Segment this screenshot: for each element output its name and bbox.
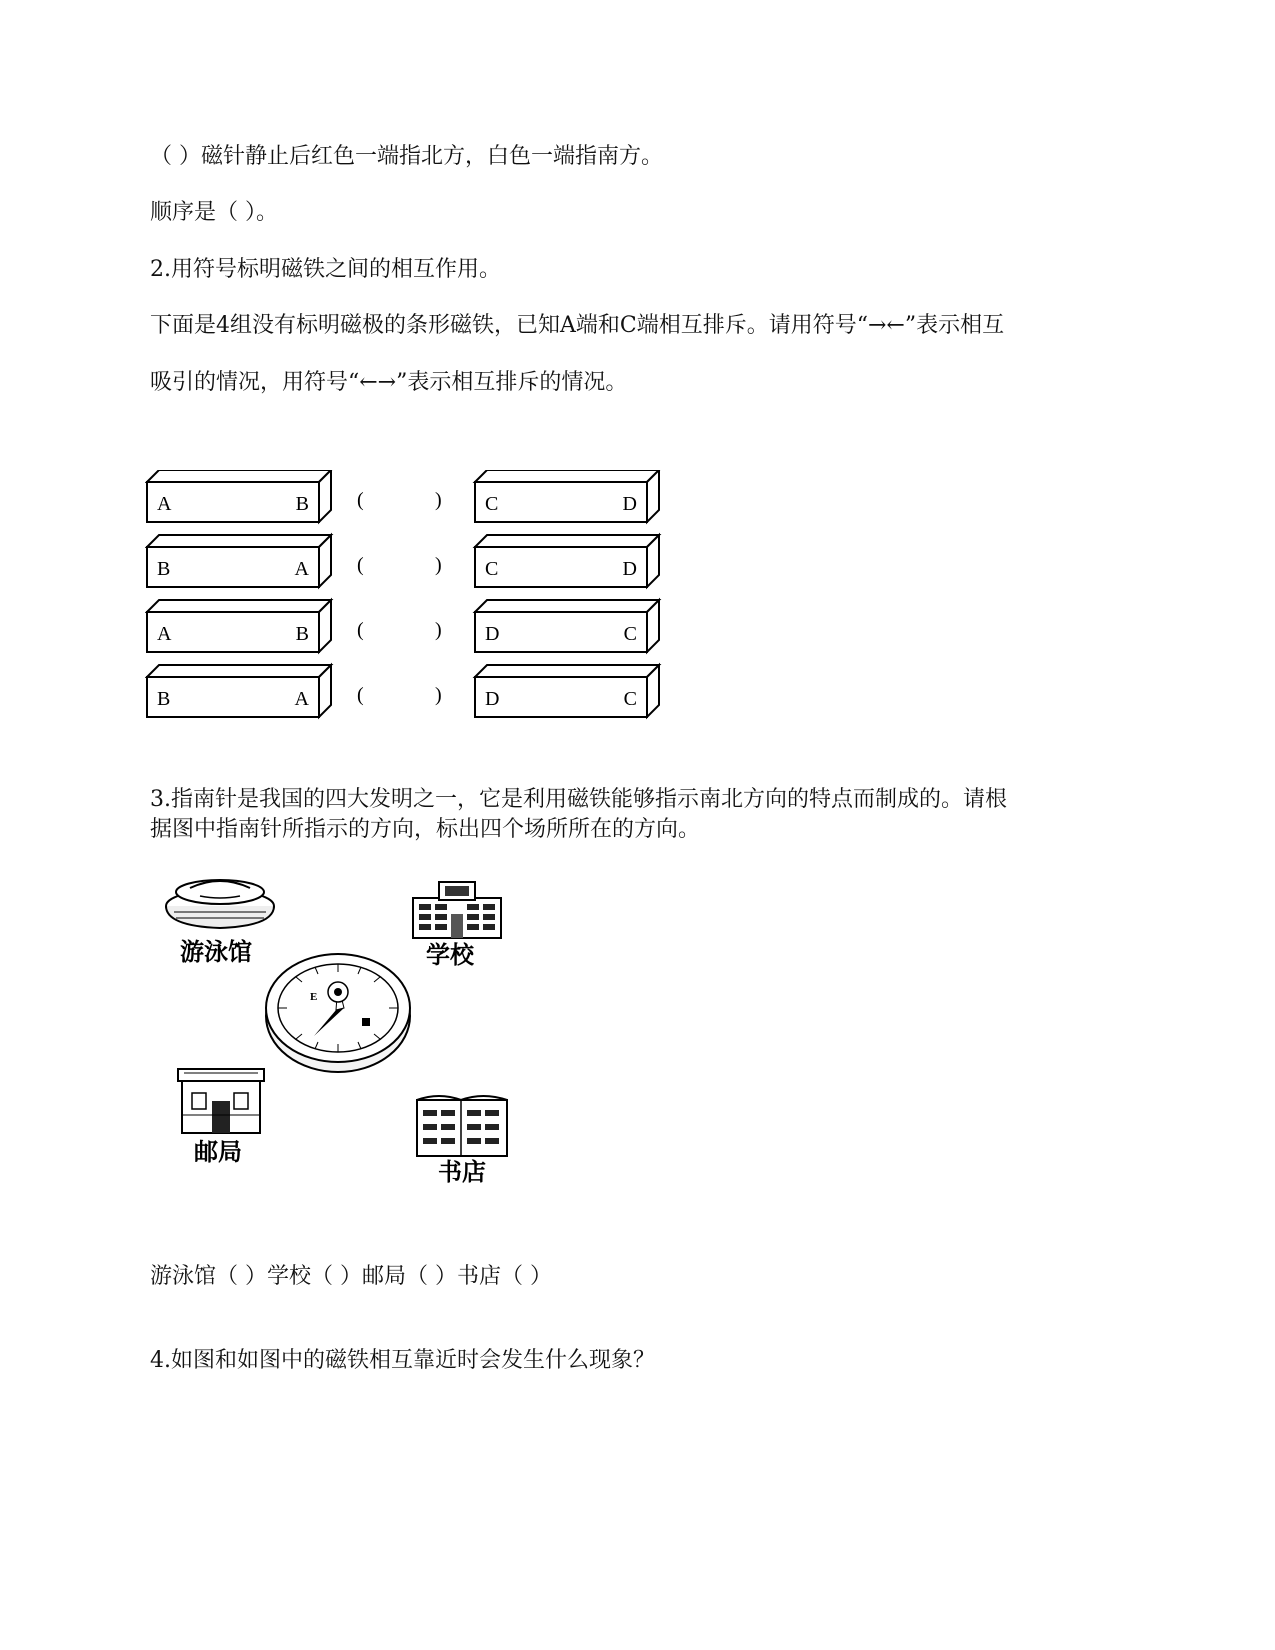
magnet-left — [147, 665, 331, 717]
bookstore-icon — [417, 1096, 507, 1156]
magnet-pole-label: C — [623, 623, 637, 645]
answer-paren-open: ( — [357, 554, 364, 576]
answer-paren-close: ) — [435, 489, 442, 511]
q2-description-line2: 吸引的情况，用符号“←→”表示相互排斥的情况。 — [150, 370, 628, 395]
magnet-right — [475, 535, 659, 587]
magnet-right — [475, 665, 659, 717]
q4-title: 4.如图和如图中的磁铁相互靠近时会发生什么现象？ — [150, 1348, 655, 1373]
q2-description-line1: 下面是4组没有标明磁极的条形磁铁，已知A端和C端相互排斥。请用符号“→←”表示相互 — [150, 313, 1005, 338]
compass-east-mark: E — [310, 991, 318, 1003]
magnet-pole-label: A — [294, 688, 309, 710]
school-icon — [413, 882, 501, 938]
pool-label: 游泳馆 — [180, 938, 252, 966]
magnet-pole-label: C — [623, 688, 637, 710]
magnet-pole-label: A — [157, 493, 172, 515]
magnet-left — [147, 470, 331, 522]
answer-paren-close: ) — [435, 619, 442, 641]
answer-paren-open: ( — [357, 619, 364, 641]
magnet-right — [475, 470, 659, 522]
magnet-pole-label: C — [485, 558, 499, 580]
q3-title-line1: 3.指南针是我国的四大发明之一，它是利用磁铁能够指示南北方向的特点而制成的。请根 — [150, 787, 1007, 812]
magnet-pole-label: A — [294, 558, 309, 580]
answer-paren-close: ) — [435, 684, 442, 706]
post-office-icon — [178, 1069, 264, 1133]
magnet-pole-label: B — [295, 493, 309, 515]
q2-title: 2.用符号标明磁铁之间的相互作用。 — [150, 257, 501, 282]
q3-answer-blanks: 游泳馆（ ）学校（ ）邮局（ ）书店（ ） — [150, 1264, 552, 1289]
q1-step-text: （ ）磁针静止后红色一端指北方，白色一端指南方。 — [150, 144, 663, 169]
bookstore-label: 书店 — [438, 1158, 486, 1186]
magnet-pole-label: B — [157, 558, 171, 580]
q3-title-line2: 据图中指南针所指示的方向，标出四个场所所在的方向。 — [150, 817, 701, 842]
magnet-pole-label: D — [622, 558, 637, 580]
magnet-left — [147, 600, 331, 652]
answer-paren-open: ( — [357, 684, 364, 706]
compass-icon — [266, 954, 410, 1072]
magnet-left — [147, 535, 331, 587]
magnet-pole-label: D — [485, 623, 500, 645]
magnet-pole-label: D — [622, 493, 637, 515]
post-office-label: 邮局 — [194, 1138, 242, 1166]
magnet-pole-label: B — [157, 688, 171, 710]
magnet-pole-label: D — [485, 688, 500, 710]
magnet-pole-label: B — [295, 623, 309, 645]
compass-map-figure — [160, 870, 530, 1210]
magnet-pole-label: C — [485, 493, 499, 515]
school-label: 学校 — [426, 941, 474, 969]
magnet-right — [475, 600, 659, 652]
magnet-pairs-figure — [145, 470, 685, 740]
q1-order-text: 顺序是（ ）。 — [150, 200, 278, 225]
answer-paren-open: ( — [357, 489, 364, 511]
magnet-pole-label: A — [157, 623, 172, 645]
swimming-pool-icon — [166, 880, 274, 928]
answer-paren-close: ) — [435, 554, 442, 576]
